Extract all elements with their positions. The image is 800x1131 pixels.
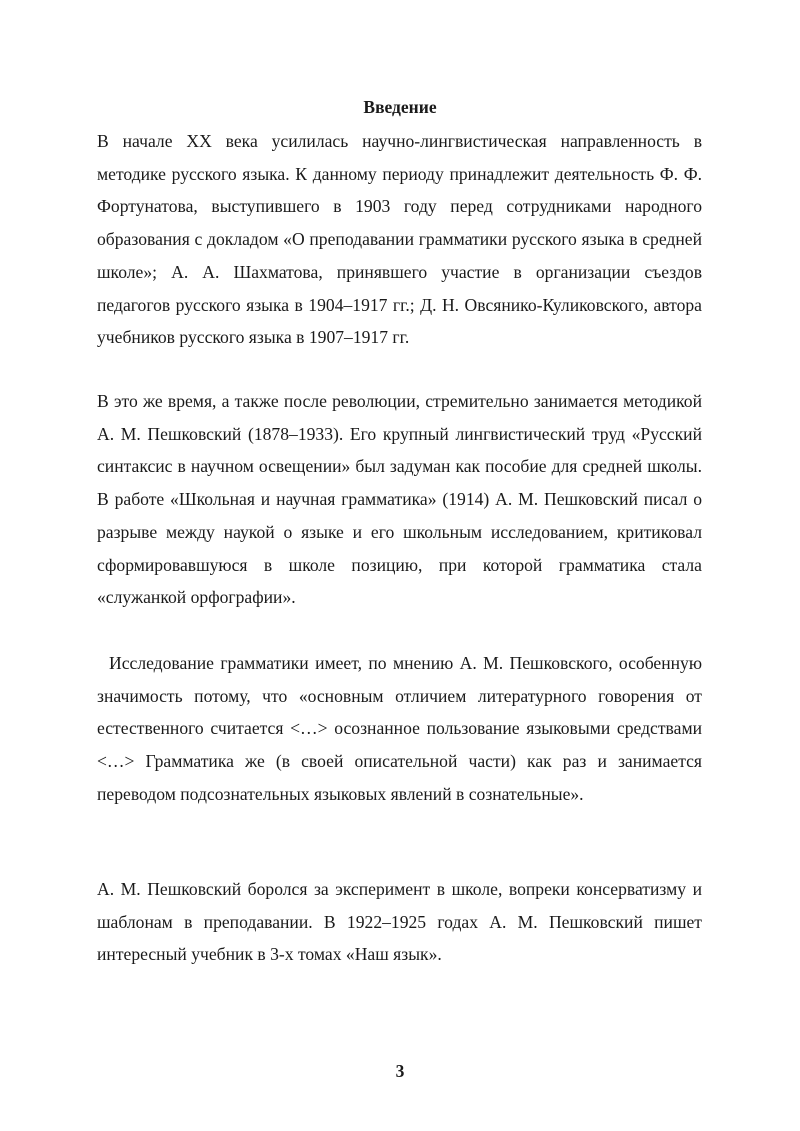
section-heading: Введение: [363, 97, 437, 117]
page-number: 3: [395, 1061, 405, 1081]
paragraph-1: В начале XX века усилилась научно-лингвистическая направленность в методике русского языка. К данному периоду принадлежит деятельность Ф. Ф. Фортунатова, выступившего в 1903 году перед сотрудниками народного образования с докладом «О преподавании грамматики русского языка в средней школе»; А. А. Шахматова, принявшего участие в организации съездов педагогов русского языка в 1904–1917 гг.; Д. Н. Овсянико-Куликовского, автора учебников русского языка в 1907–1917 гг.: [97, 131, 702, 348]
paragraph-2: В это же время, а также после революции, стремительно занимается методикой А. М. Пешковский (1878–1933). Его крупный лингвистический труд «Русский синтаксис в научном освещении» был задуман как пособие для средней школы. В работе «Школьная и научная грамматика» (1914) А. М. Пешковский писал о разрыве между наукой о языке и его школьным исследованием, критиковал сформировавшуюся в школе позицию, при которой грамматика стала «служанкой орфографии».: [97, 391, 702, 608]
paragraph-4: А. М. Пешковский боролся за эксперимент в школе, вопреки консерватизму и шаблонам в преподавании. В 1922–1925 годах А. М. Пешковский пишет интересный учебник в 3-х томах «Наш язык».: [97, 879, 702, 965]
paragraph-3: Исследование грамматики имеет, по мнению А. М. Пешковского, особенную значимость потому, что «основным отличием литературного говорения от естественного считается <…> осознанное пользование языковыми средствами <…> Грамматика же (в своей описательной части) как раз и занимается переводом подсознательных языковых явлений в сознательные».: [97, 653, 702, 804]
